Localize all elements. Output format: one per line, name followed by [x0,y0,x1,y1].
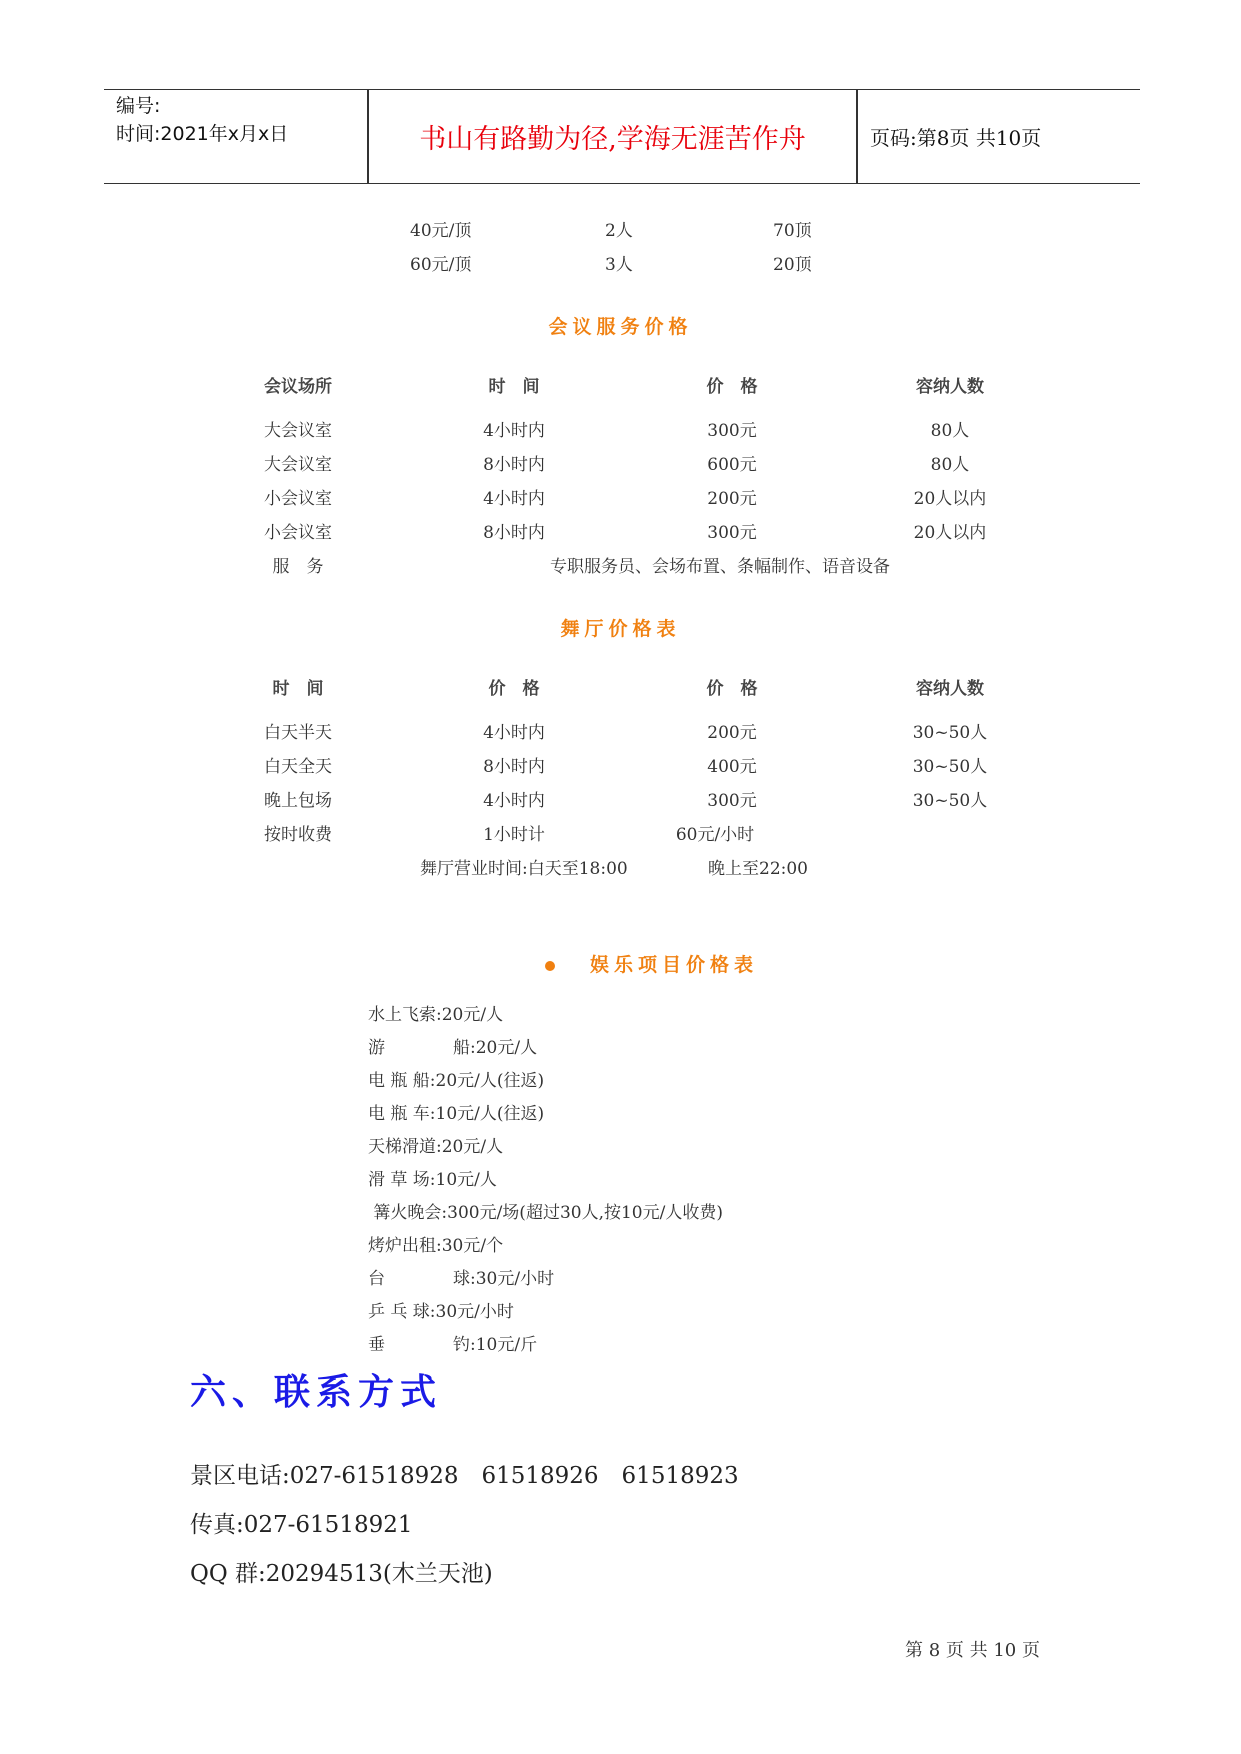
meeting-header-row [0,372,1241,396]
list-item: 电 瓶 车:10元/人(往返) [368,1104,545,1124]
column-header: 时 间 [272,679,324,699]
hours-night: 晚上至22:00 [708,859,808,879]
table-row [0,518,1241,542]
table-cell: 200元 [707,489,757,509]
table-cell: 200元 [707,723,757,743]
table-row [0,786,1241,810]
contact-fax: 传真:027-61518921 [190,1512,413,1538]
table-cell: 大会议室 [264,455,332,475]
table-cell: 300元 [707,421,757,441]
table-cell: 1小时计 [483,825,545,845]
table-cell: 300元 [707,523,757,543]
table-cell: 30~50人 [912,757,988,777]
dance-title: 舞厅价格表 [560,618,681,640]
table-cell: 600元 [707,455,757,475]
list-item: 水上飞索:20元/人 [368,1005,504,1025]
table-cell: 60元/小时 [675,825,755,845]
table-row [0,416,1241,440]
time-label: 时间:2021年x月x日 [116,123,289,145]
tent-people: 2人 [605,221,633,241]
table-cell: 小会议室 [264,489,332,509]
table-cell: 80人 [930,455,970,475]
table-cell: 8小时内 [483,523,545,543]
hours-day: 舞厅营业时间:白天至18:00 [420,859,628,879]
column-header: 价 格 [706,679,758,699]
list-item: 垂 钓:10元/斤 [368,1335,538,1355]
table-cell: 白天全天 [264,757,332,777]
column-header: 时 间 [488,377,540,397]
table-row [0,820,1241,844]
number-label: 编号: [116,95,161,117]
table-cell: 4小时内 [483,421,545,441]
table-cell: 30~50人 [912,791,988,811]
divider [856,90,858,183]
page-footer: 第 8 页 共 10 页 [905,1640,1040,1661]
tent-people: 3人 [605,255,633,275]
list-item: 滑 草 场:10元/人 [368,1170,497,1190]
table-cell: 4小时内 [483,489,545,509]
table-cell: 4小时内 [483,723,545,743]
entertainment-title: 娱乐项目价格表 [590,954,759,976]
column-header: 价 格 [706,377,758,397]
table-cell: 8小时内 [483,455,545,475]
tent-count: 70顶 [773,221,812,241]
table-cell: 20人以内 [913,489,987,509]
column-header: 容纳人数 [916,679,984,699]
meeting-title: 会议服务价格 [548,316,693,338]
dance-header-row [0,674,1241,698]
page-indicator: 页码:第8页 共10页 [870,126,1042,150]
table-cell: 按时收费 [264,825,332,845]
list-item: 篝火晚会:300元/场(超过30人,按10元/人收费) [368,1203,723,1223]
table-cell: 8小时内 [483,757,545,777]
service-row [0,552,1241,576]
bullet-icon [545,961,555,971]
header-meta [116,92,366,148]
table-cell: 晚上包场 [264,791,332,811]
motto: 书山有路勤为径,学海无涯苦作舟 [419,124,806,155]
table-cell: 白天半天 [264,723,332,743]
service-text: 专职服务员、会场布置、条幅制作、语音设备 [550,557,890,577]
list-item: 天梯滑道:20元/人 [368,1137,504,1157]
list-item: 乒 乓 球:30元/小时 [368,1302,514,1322]
table-cell: 30~50人 [912,723,988,743]
contact-phone: 景区电话:027-61518928 61518926 61518923 [190,1463,739,1489]
table-cell: 400元 [707,757,757,777]
service-label: 服 务 [272,557,324,577]
column-header: 价 格 [488,679,540,699]
tent-price: 60元/顶 [410,255,472,275]
table-row [0,752,1241,776]
list-item: 电 瓶 船:20元/人(往返) [368,1071,545,1091]
list-item: 台 球:30元/小时 [368,1269,555,1289]
table-row [0,718,1241,742]
section-heading: 六、联系方式 [190,1371,443,1413]
table-cell: 300元 [707,791,757,811]
table-cell: 4小时内 [483,791,545,811]
document-header [104,89,1140,184]
table-cell: 20人以内 [913,523,987,543]
table-row [0,450,1241,474]
list-item: 烤炉出租:30元/个 [368,1236,504,1256]
tent-count: 20顶 [773,255,812,275]
table-cell: 大会议室 [264,421,332,441]
contact-qq: QQ 群:20294513(木兰天池) [190,1561,493,1587]
table-cell: 小会议室 [264,523,332,543]
list-item: 游 船:20元/人 [368,1038,538,1058]
table-cell: 80人 [930,421,970,441]
tent-price: 40元/顶 [410,221,472,241]
column-header: 容纳人数 [916,377,984,397]
column-header: 会议场所 [264,377,332,397]
table-row [0,484,1241,508]
